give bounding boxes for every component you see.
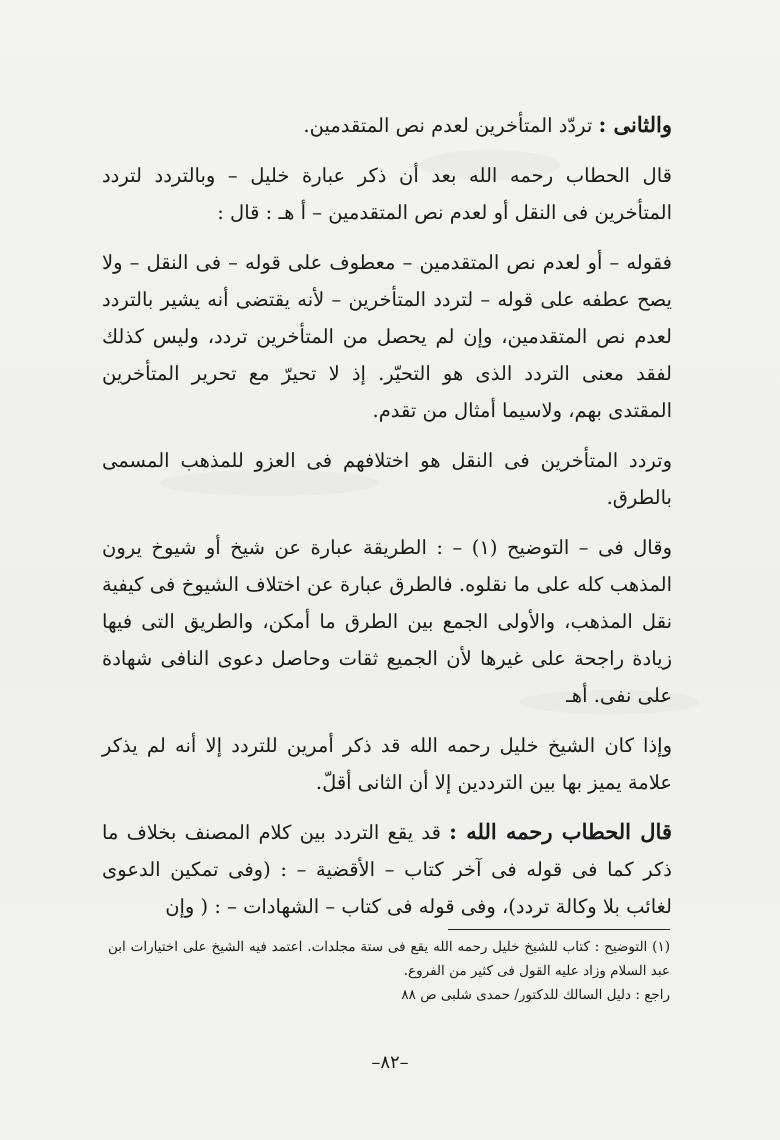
paragraph-text: تردّد المتأخرين لعدم نص المتقدمين. <box>303 114 599 137</box>
paragraph <box>102 528 672 714</box>
paragraph-text: وقال فى – التوضيح (١) – : الطريقة عبارة عن شيخ أو شيوخ يرون المذهب كله على ما نقلوه. فالطرق عبارة عن اختلاف الشيوخ فى كيفية نقل المذهب، والأولى الجمع بين الطرق ما أمكن، والطريق التى فيها زيادة راجحة على غيرها لأن الجميع ثقات وحاصل دعوى النافى شهادة على نفى. أهـ <box>102 536 672 707</box>
page-number: –٨٢– <box>371 1052 409 1073</box>
paragraph-text: قد يقع التردد بين كلام المصنف بخلاف ما ذكر كما فى قوله فى آخر كتاب – الأقضية – : (وفى تمكين الدعوى لغائب بلا وكالة تردد)، وفى قوله فى كتاب – الشهادات – : ( وإن <box>102 821 672 918</box>
paragraph-lead: قال الحطاب رحمه الله : <box>449 819 672 844</box>
footnote-reference: راجع : دليل السالك للدكتور/ حمدى شلبى ص ٨٨ <box>401 987 670 1003</box>
body-text <box>102 106 672 925</box>
paragraph-text: وتردد المتأخرين فى النقل هو اختلافهم فى العزو للمذهب المسمى بالطرق. <box>102 449 672 509</box>
footnotes <box>108 935 670 1007</box>
footnote-divider <box>448 929 670 930</box>
paragraph <box>102 813 672 925</box>
paragraph-text: قال الحطاب رحمه الله بعد أن ذكر عبارة خليل – وبالتردد لتردد المتأخرين فى النقل أو لعدم نص المتقدمين – أ هـ : قال : <box>102 164 672 224</box>
paragraph <box>102 106 672 144</box>
paragraph-text: فقوله – أو لعدم نص المتقدمين – معطوف على قوله – فى النقل – ولا يصح عطفه على قوله – لتردد المتأخرين – لأنه يقتضى أنه يشير بالتردد لعدم نص المتقدمين، وإن لم يحصل من المتأخرين تردد، وليس كذلك لفقد معنى التردد الذى هو التحيّر. إذ لا تحيرّ مع تحرير المتأخرين المقتدى بهم، ولاسيما أمثال من تقدم. <box>102 251 672 422</box>
paragraph-lead: والثانى : <box>598 112 672 137</box>
paragraph <box>102 156 672 231</box>
paragraph <box>102 243 672 429</box>
paragraph <box>102 441 672 516</box>
footnote: (١) التوضيح : كتاب للشيخ خليل رحمه الله يقع فى ستة مجلدات. اعتمد فيه الشيخ على اختيارات ابن عبد السلام وزاد عليه القول فى كثير من الفروع. <box>108 939 670 979</box>
paragraph <box>102 726 672 801</box>
paragraph-text: وإذا كان الشيخ خليل رحمه الله قد ذكر أمرين للتردد إلا أنه لم يذكر علامة يميز بها بين الترددين إلا أن الثانى أقلّ. <box>102 734 672 794</box>
